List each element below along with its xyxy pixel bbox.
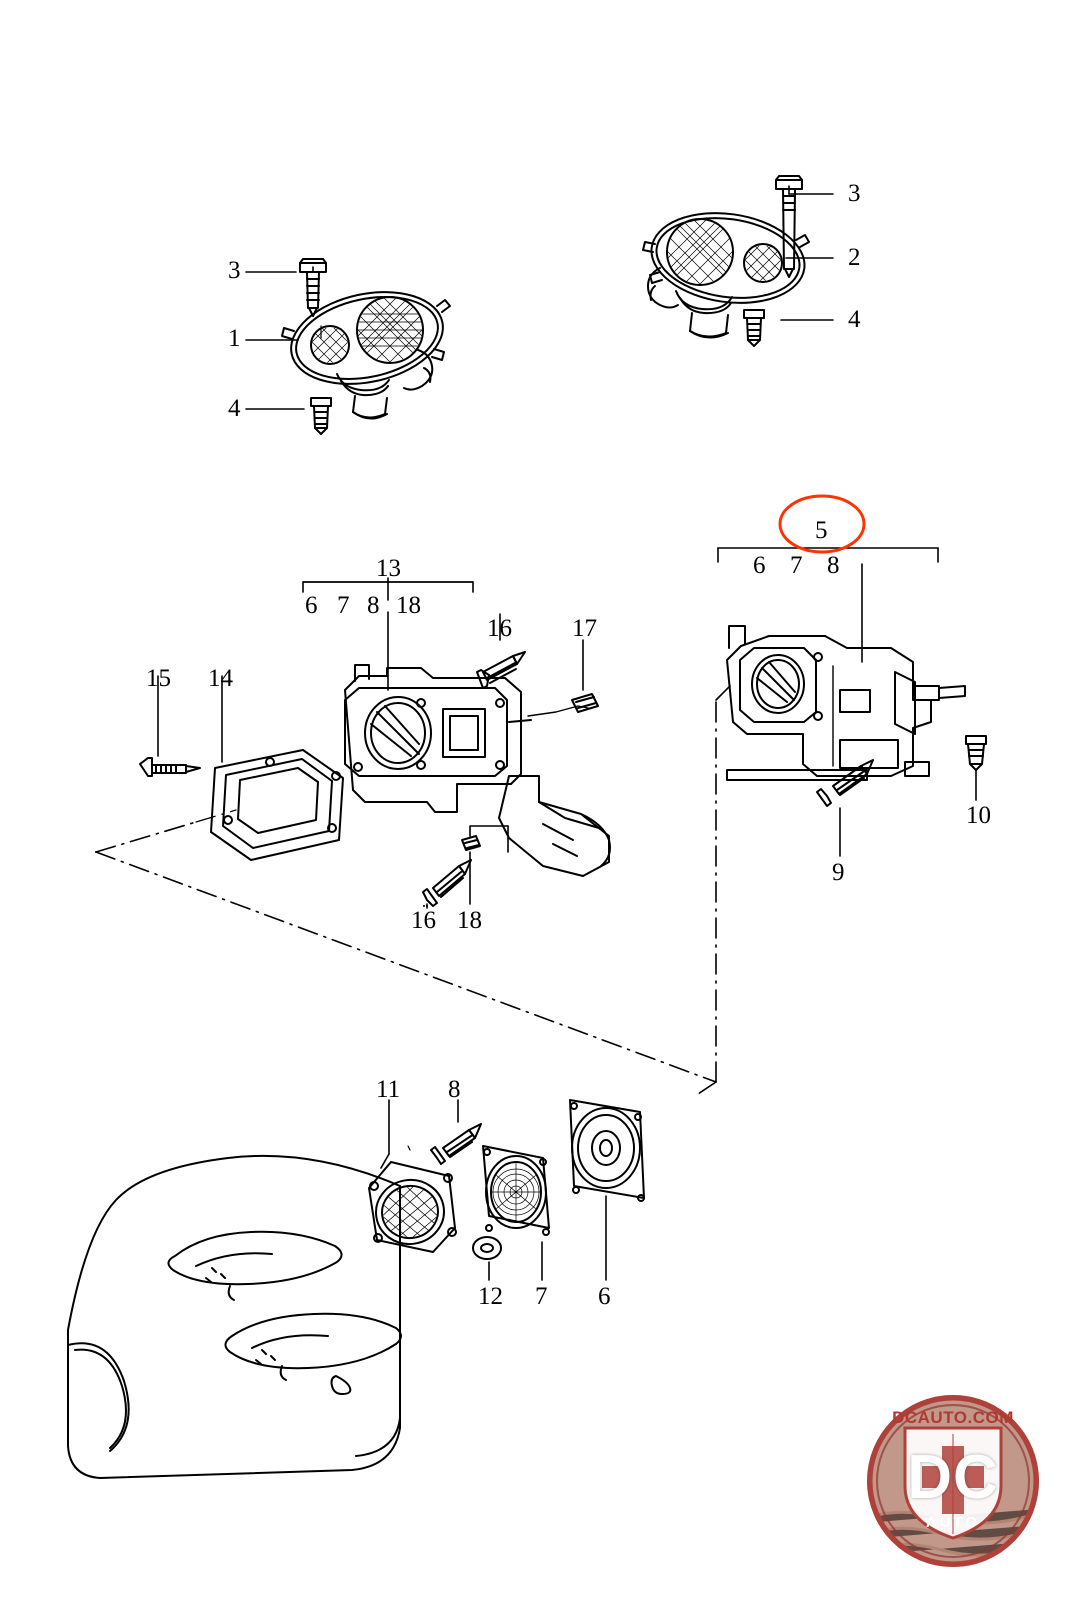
callout-3-left: 3 xyxy=(228,257,241,284)
callout-11: 11 xyxy=(376,1076,401,1103)
screw-16-bottom xyxy=(423,860,471,908)
callout-2: 2 xyxy=(848,244,861,271)
screw-10 xyxy=(966,736,986,800)
watermark-subtitle: AUTO xyxy=(925,1514,981,1531)
callout-7-group5: 7 xyxy=(790,552,803,579)
callout-7-group13: 7 xyxy=(337,592,350,619)
door-panel xyxy=(68,1156,401,1478)
grille-11 xyxy=(369,1100,456,1252)
clip-17 xyxy=(572,640,598,712)
callout-12: 12 xyxy=(478,1283,503,1310)
grille-7 xyxy=(483,1146,549,1280)
housing-13 xyxy=(303,578,610,876)
callout-6-group5: 6 xyxy=(753,552,766,579)
loudspeaker-6 xyxy=(570,1100,644,1280)
screw-4-right xyxy=(744,310,764,346)
callout-15: 15 xyxy=(146,665,171,692)
housing-5 xyxy=(718,548,965,780)
screw-8-bottom xyxy=(431,1100,481,1164)
callout-14: 14 xyxy=(208,665,233,692)
callout-4-left: 4 xyxy=(228,395,241,422)
washer-12 xyxy=(473,1237,501,1280)
callout-8-group13: 8 xyxy=(367,592,380,619)
callout-8-group5: 8 xyxy=(827,552,840,579)
watermark-brand: DC xyxy=(907,1443,999,1512)
callout-17: 17 xyxy=(572,615,597,642)
screw-9 xyxy=(817,760,873,856)
gasket-14 xyxy=(211,676,343,860)
watermark-domain: DCAUTO.COM xyxy=(892,1408,1014,1427)
callout-6-group13: 6 xyxy=(305,592,318,619)
callout-16-bottom: 16 xyxy=(411,907,436,934)
callout-8-bottom: 8 xyxy=(448,1076,461,1103)
callout-18-group13: 18 xyxy=(396,592,421,619)
watermark-logo xyxy=(862,1390,1044,1572)
speaker-assembly-right xyxy=(643,176,833,346)
callout-4-right: 4 xyxy=(848,306,861,333)
callout-7-bottom: 7 xyxy=(535,1283,548,1310)
callout-16-top: 16 xyxy=(487,615,512,642)
speaker-assembly-left xyxy=(246,259,451,434)
callout-3-right: 3 xyxy=(848,180,861,207)
callout-9: 9 xyxy=(832,859,845,886)
callout-10: 10 xyxy=(966,802,991,829)
screw-4-left xyxy=(311,398,331,434)
callout-5: 5 xyxy=(815,517,828,544)
callout-1: 1 xyxy=(228,325,241,352)
callout-18-bottom: 18 xyxy=(457,907,482,934)
callout-6-bottom: 6 xyxy=(598,1283,611,1310)
callout-13: 13 xyxy=(376,555,401,582)
